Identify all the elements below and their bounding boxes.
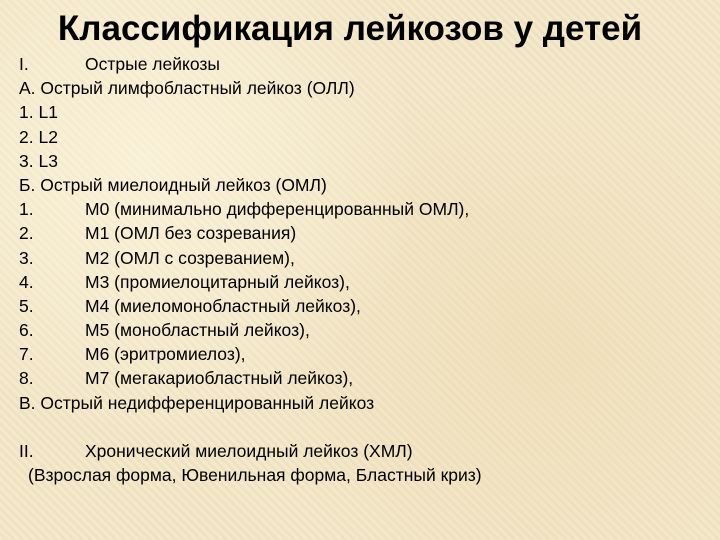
chronic-forms: (Взрослая форма, Ювенильная форма, Бластный криз) <box>28 465 482 486</box>
subsection-aml: Б. Острый миелоидный лейкоз (ОМЛ) <box>19 174 327 195</box>
section-number: I. <box>19 54 29 74</box>
item-number: 5. <box>19 295 34 316</box>
section-chronic-heading <box>19 439 709 463</box>
aml-subtype-m0 <box>19 197 709 221</box>
item-number: 3. <box>19 247 34 268</box>
section-title: Хронический миелоидный лейкоз (ХМЛ) <box>85 441 413 461</box>
aml-subtype-m5 <box>19 318 709 342</box>
classification-list <box>19 52 709 487</box>
item-text: М0 (минимально дифференцированный ОМЛ), <box>85 199 470 220</box>
item-text: М4 (миеломонобластный лейкоз), <box>85 295 361 316</box>
section-spacer <box>19 415 709 439</box>
subsection-all: А. Острый лимфобластный лейкоз (ОЛЛ) <box>19 78 355 99</box>
section-title: Острые лейкозы <box>85 54 220 74</box>
aml-subtype-m2 <box>19 246 709 270</box>
all-subtype-l3: 3. L3 <box>19 150 58 171</box>
page-title: Классификация лейкозов у детей <box>57 9 643 48</box>
aml-subtype-m7 <box>19 366 709 390</box>
aml-subtype-m6 <box>19 342 709 366</box>
item-number: 7. <box>19 344 34 365</box>
item-text: М5 (монобластный лейкоз), <box>85 320 310 341</box>
section-acute-heading <box>19 52 709 76</box>
section-number: II. <box>19 441 34 461</box>
all-subtype-l1: 1. L1 <box>19 102 58 123</box>
item-text: М7 (мегакариобластный лейкоз), <box>85 368 354 389</box>
item-number: 4. <box>19 271 34 292</box>
aml-subtype-m4 <box>19 294 709 318</box>
item-text: М6 (эритромиелоз), <box>85 344 246 365</box>
item-number: 2. <box>19 223 34 244</box>
item-text: М2 (ОМЛ с созреванием), <box>85 247 295 268</box>
item-number: 6. <box>19 320 34 341</box>
item-number: 8. <box>19 368 34 389</box>
all-subtype-l2: 2. L2 <box>19 126 58 147</box>
subsection-undifferentiated: В. Острый недифференцированный лейкоз <box>19 392 375 413</box>
item-text: М3 (промиелоцитарный лейкоз), <box>85 271 350 292</box>
aml-subtype-m3 <box>19 270 709 294</box>
item-number: 1. <box>19 199 34 220</box>
item-text: М1 (ОМЛ без созревания) <box>85 223 297 244</box>
aml-subtype-m1 <box>19 221 709 245</box>
